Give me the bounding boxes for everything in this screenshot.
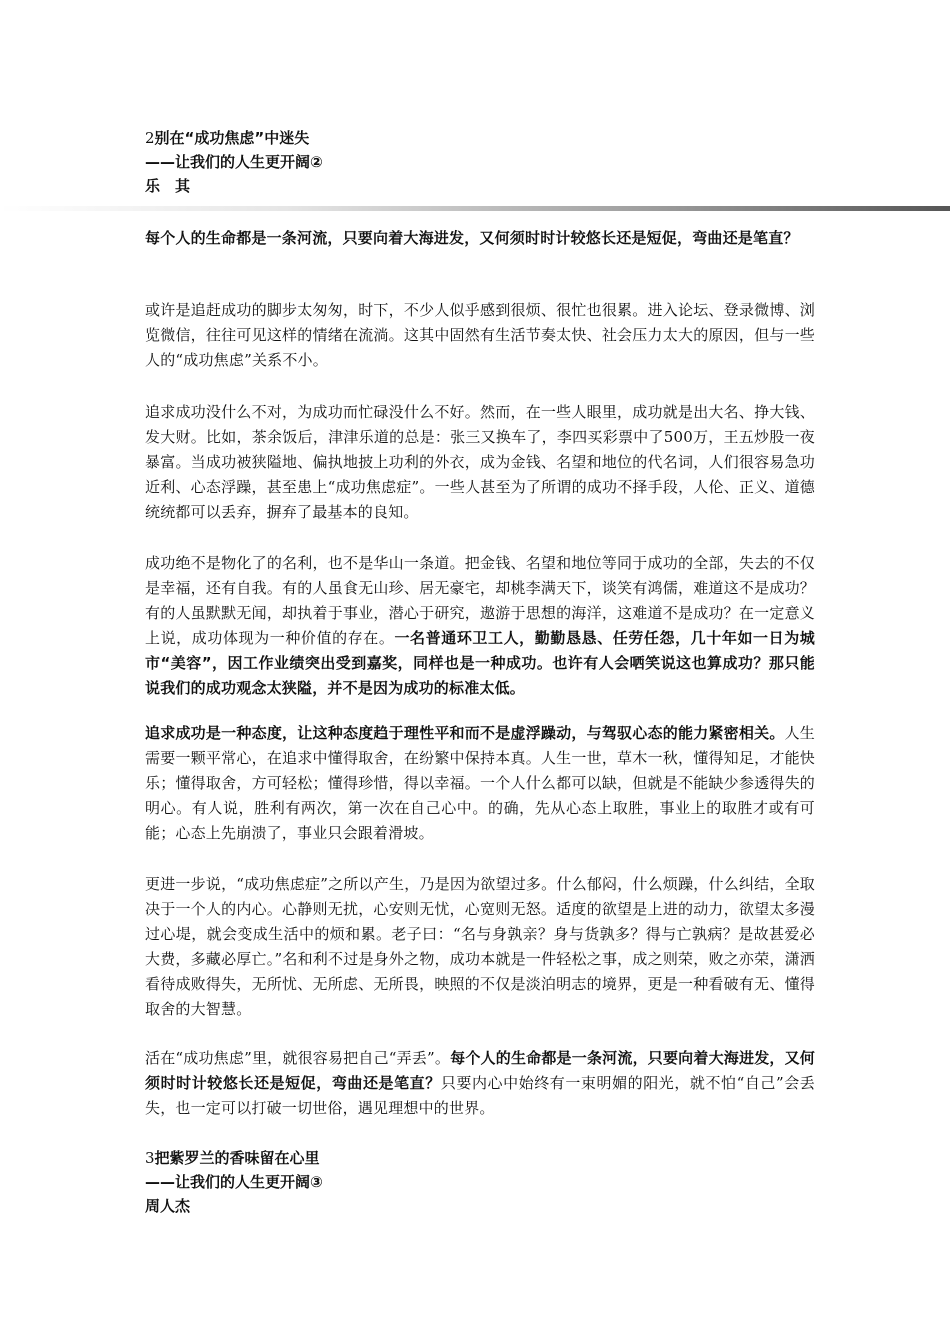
paragraph-3 <box>145 551 815 701</box>
section-3-number: 3 <box>145 1149 155 1167</box>
section-3-title <box>145 1146 815 1170</box>
paragraph-5-text: 更进一步说，“成功焦虑症”之所以产生，乃是因为欲望过多。什么郁闷，什么烦躁，什么纠结，全取决于一个人的内心。心静则无扰，心安则无忧，心宽则无怒。适度的欲望是上进的动力，欲望太多漫过心堤，就会变成生活中的烦和累。老子曰：“名与身孰亲？身与货孰多？得与亡孰病？是故甚爱必大费，多藏必厚亡。”名和利不过是身外之物，成功本就是一件轻松之事，成之则荣，败之亦荣，潇洒看待成败得失，无所忧、无所虑、无所畏，映照的不仅是淡泊明志的境界，更是一种看破有无、懂得取舍的大智慧。 <box>145 875 815 1018</box>
paragraph-6 <box>145 1046 815 1121</box>
paragraph-6-bold: 每个人的生命都是一条河流，只要向着大海进发，又何须时时计较悠长还是短促，弯曲还是笔直？ <box>145 1049 815 1092</box>
paragraph-4-normal: 人生需要一颗平常心，在追求中懂得取舍，在纷繁中保持本真。人生一世，草木一秋，懂得知足，才能快乐；懂得取舍，方可轻松；懂得珍惜，得以幸福。一个人什么都可以缺，但就是不能缺少参透得失的明心。有人说，胜利有两次，第一次在自己心中。的确，先从心态上取胜，事业上的取胜才或有可能；心态上先崩溃了，事业只会跟着滑坡。 <box>145 724 816 842</box>
paragraph-3-bold: 一名普通环卫工人，勤勤恳恳、任劳任怨，几十年如一日为城市“美容”，因工作业绩突出受到嘉奖，同样也是一种成功。也许有人会哂笑说这也算成功？那只能说我们的成功观念太狭隘，并不是因为成功的标准太低。 <box>145 629 816 697</box>
paragraph-5 <box>145 872 815 1022</box>
paragraph-6-normal-a: 活在“成功焦虑”里，就很容易把自己“弄丢”。 <box>145 1049 451 1067</box>
section-2-title-text: 别在“成功焦虑”中迷失 <box>154 129 310 147</box>
section-2-author: 乐 其 <box>145 177 191 195</box>
paragraph-3-text <box>145 551 815 701</box>
section-3-subtitle: ——让我们的人生更开阔③ <box>145 1173 323 1191</box>
section-3-author: 周人杰 <box>145 1197 191 1215</box>
paragraph-4-bold: 追求成功是一种态度，让这种态度趋于理性平和而不是虚浮躁动，与驾驭心态的能力紧密相关。 <box>145 724 785 742</box>
section-2-header <box>145 126 815 198</box>
header-divider <box>0 206 950 211</box>
paragraph-1 <box>145 298 815 373</box>
paragraph-6-normal-b: 只要内心中始终有一束明媚的阳光，就不怕“自己”会丢失，也一定可以打破一切世俗，遇见理想中的世界。 <box>145 1074 815 1117</box>
paragraph-1-text: 或许是追赶成功的脚步太匆匆，时下，不少人似乎感到很烦、很忙也很累。进入论坛、登录微博、浏览微信，往往可见这样的情绪在流淌。这其中固然有生活节奏太快、社会压力太大的原因，但与一些人的“成功焦虑”关系不小。 <box>145 301 815 369</box>
paragraph-6-text <box>145 1046 815 1121</box>
paragraph-2-text: 追求成功没什么不对，为成功而忙碌没什么不好。然而，在一些人眼里，成功就是出大名、挣大钱、发大财。比如，茶余饭后，津津乐道的总是：张三又换车了，李四买彩票中了500万，王五炒股一夜暴富。当成功被狭隘地、偏执地披上功利的外衣，成为金钱、名望和地位的代名词，人们很容易急功近利、心态浮躁，甚至患上“成功焦虑症”。一些人甚至为了所谓的成功不择手段，人伦、正义、道德统统都可以丢弃，摒弃了最基本的良知。 <box>145 403 815 521</box>
lead-paragraph <box>145 226 815 251</box>
paragraph-4 <box>145 721 815 846</box>
section-3-title-text: 把紫罗兰的香味留在心里 <box>154 1149 320 1167</box>
paragraph-2 <box>145 400 815 525</box>
paragraph-3-normal: 成功绝不是物化了的名利，也不是华山一条道。把金钱、名望和地位等同于成功的全部，失去的不仅是幸福，还有自我。有的人虽食无山珍、居无豪宅，却桃李满天下，谈笑有鸿儒，难道这不是成功？有的人虽默默无闻，却执着于事业，潜心于研究，遨游于思想的海洋，这难道不是成功？在一定意义上说，成功体现为一种价值的存在。 <box>145 554 815 647</box>
section-2-title <box>145 126 815 150</box>
section-2-number: 2 <box>145 129 155 147</box>
section-3-header <box>145 1146 815 1218</box>
lead-text: 每个人的生命都是一条河流，只要向着大海进发，又何须时时计较悠长还是短促，弯曲还是笔直？ <box>145 229 799 247</box>
section-2-subtitle: ——让我们的人生更开阔② <box>145 153 323 171</box>
paragraph-4-text <box>145 721 815 846</box>
